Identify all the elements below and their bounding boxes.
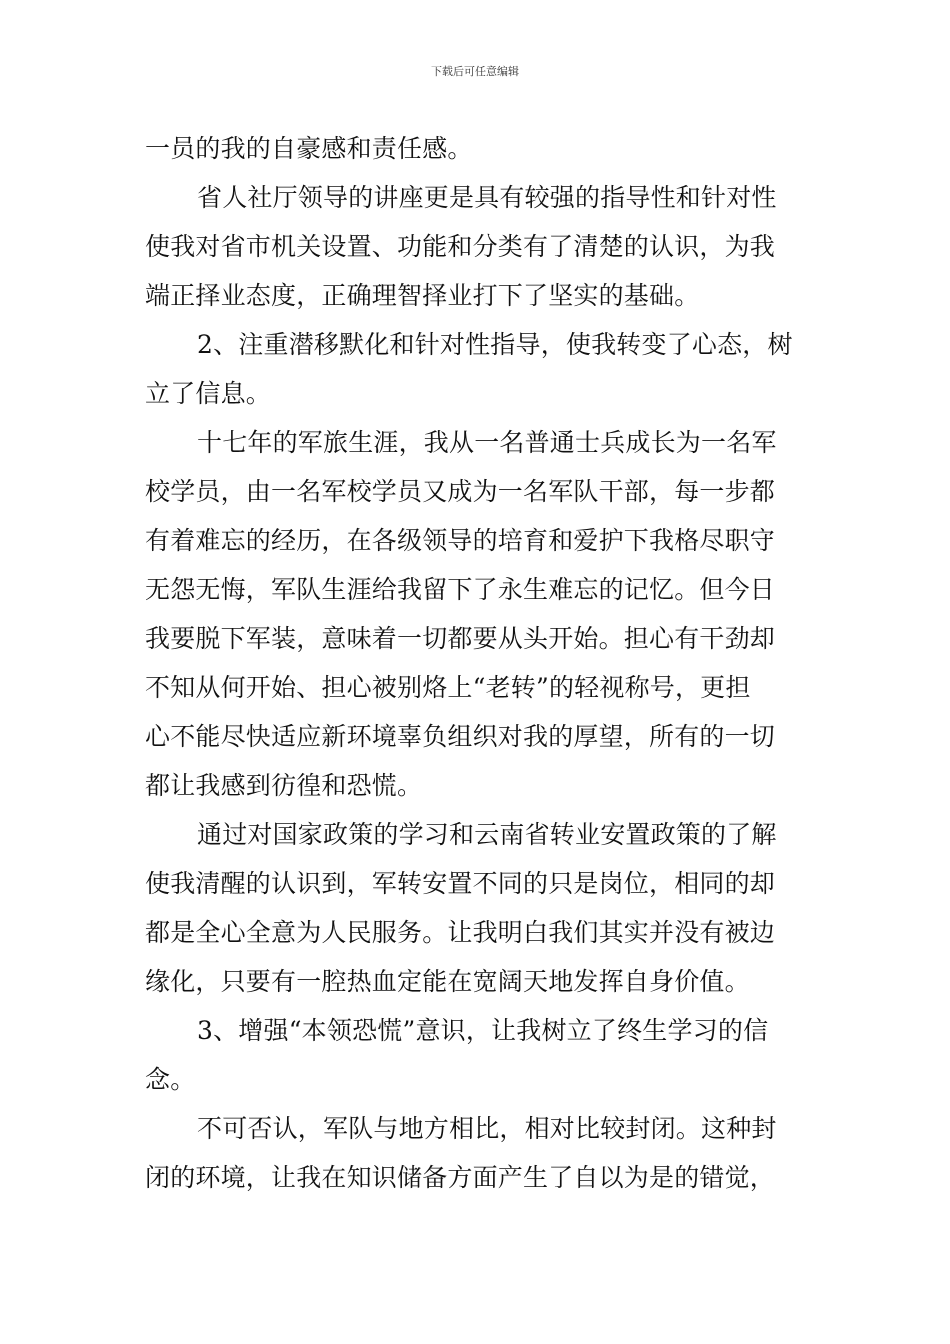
text-line: 无怨无悔，军队生涯给我留下了永生难忘的记忆。但今日 <box>145 575 776 604</box>
text-line: 一员的我的自豪感和责任感。 <box>145 134 473 163</box>
text-line: 心不能尽快适应新环境辜负组织对我的厚望，所有的一切 <box>145 722 776 751</box>
text-line: 不可否认，军队与地方相比，相对比较封闭。这种封 <box>197 1114 777 1143</box>
text-line: 缘化，只要有一腔热血定能在宽阔天地发挥自身价值。 <box>145 967 750 996</box>
text-line: 使我对省市机关设置、功能和分类有了清楚的认识，为我 <box>145 232 776 261</box>
text-line: 都让我感到彷徨和恐慌。 <box>145 771 423 800</box>
text-line: 通过对国家政策的学习和云南省转业安置政策的了解 <box>197 820 777 849</box>
text-line: 闭的环境，让我在知识储备方面产生了自以为是的错觉， <box>145 1163 776 1192</box>
text-line: 十七年的军旅生涯，我从一名普通士兵成长为一名军 <box>197 428 777 457</box>
text-line: 使我清醒的认识到，军转安置不同的只是岗位，相同的却 <box>145 869 776 898</box>
text-line: 有着难忘的经历，在各级领导的培育和爱护下我格尽职守 <box>145 526 776 555</box>
text-line: 立了信息。 <box>145 379 272 408</box>
text-line: 都是全心全意为人民服务。让我明白我们其实并没有被边 <box>145 918 776 947</box>
text-line: 端正择业态度，正确理智择业打下了坚实的基础。 <box>145 281 700 310</box>
page-header: 下载后可任意编辑 <box>431 65 519 78</box>
text-line: 2、注重潜移默化和针对性指导，使我转变了心态，树 <box>197 330 793 359</box>
document-body <box>145 124 813 1202</box>
text-line: 不知从何开始、担心被别烙上“老转”的轻视称号，更担 <box>145 673 751 702</box>
text-line: 校学员，由一名军校学员又成为一名军队干部，每一步都 <box>145 477 776 506</box>
text-line: 省人社厅领导的讲座更是具有较强的指导性和针对性 <box>197 183 777 212</box>
text-line: 我要脱下军装，意味着一切都要从头开始。担心有干劲却 <box>145 624 776 653</box>
text-line: 念。 <box>145 1065 196 1094</box>
text-line: 3、增强“本领恐慌”意识，让我树立了终生学习的信 <box>197 1016 769 1045</box>
